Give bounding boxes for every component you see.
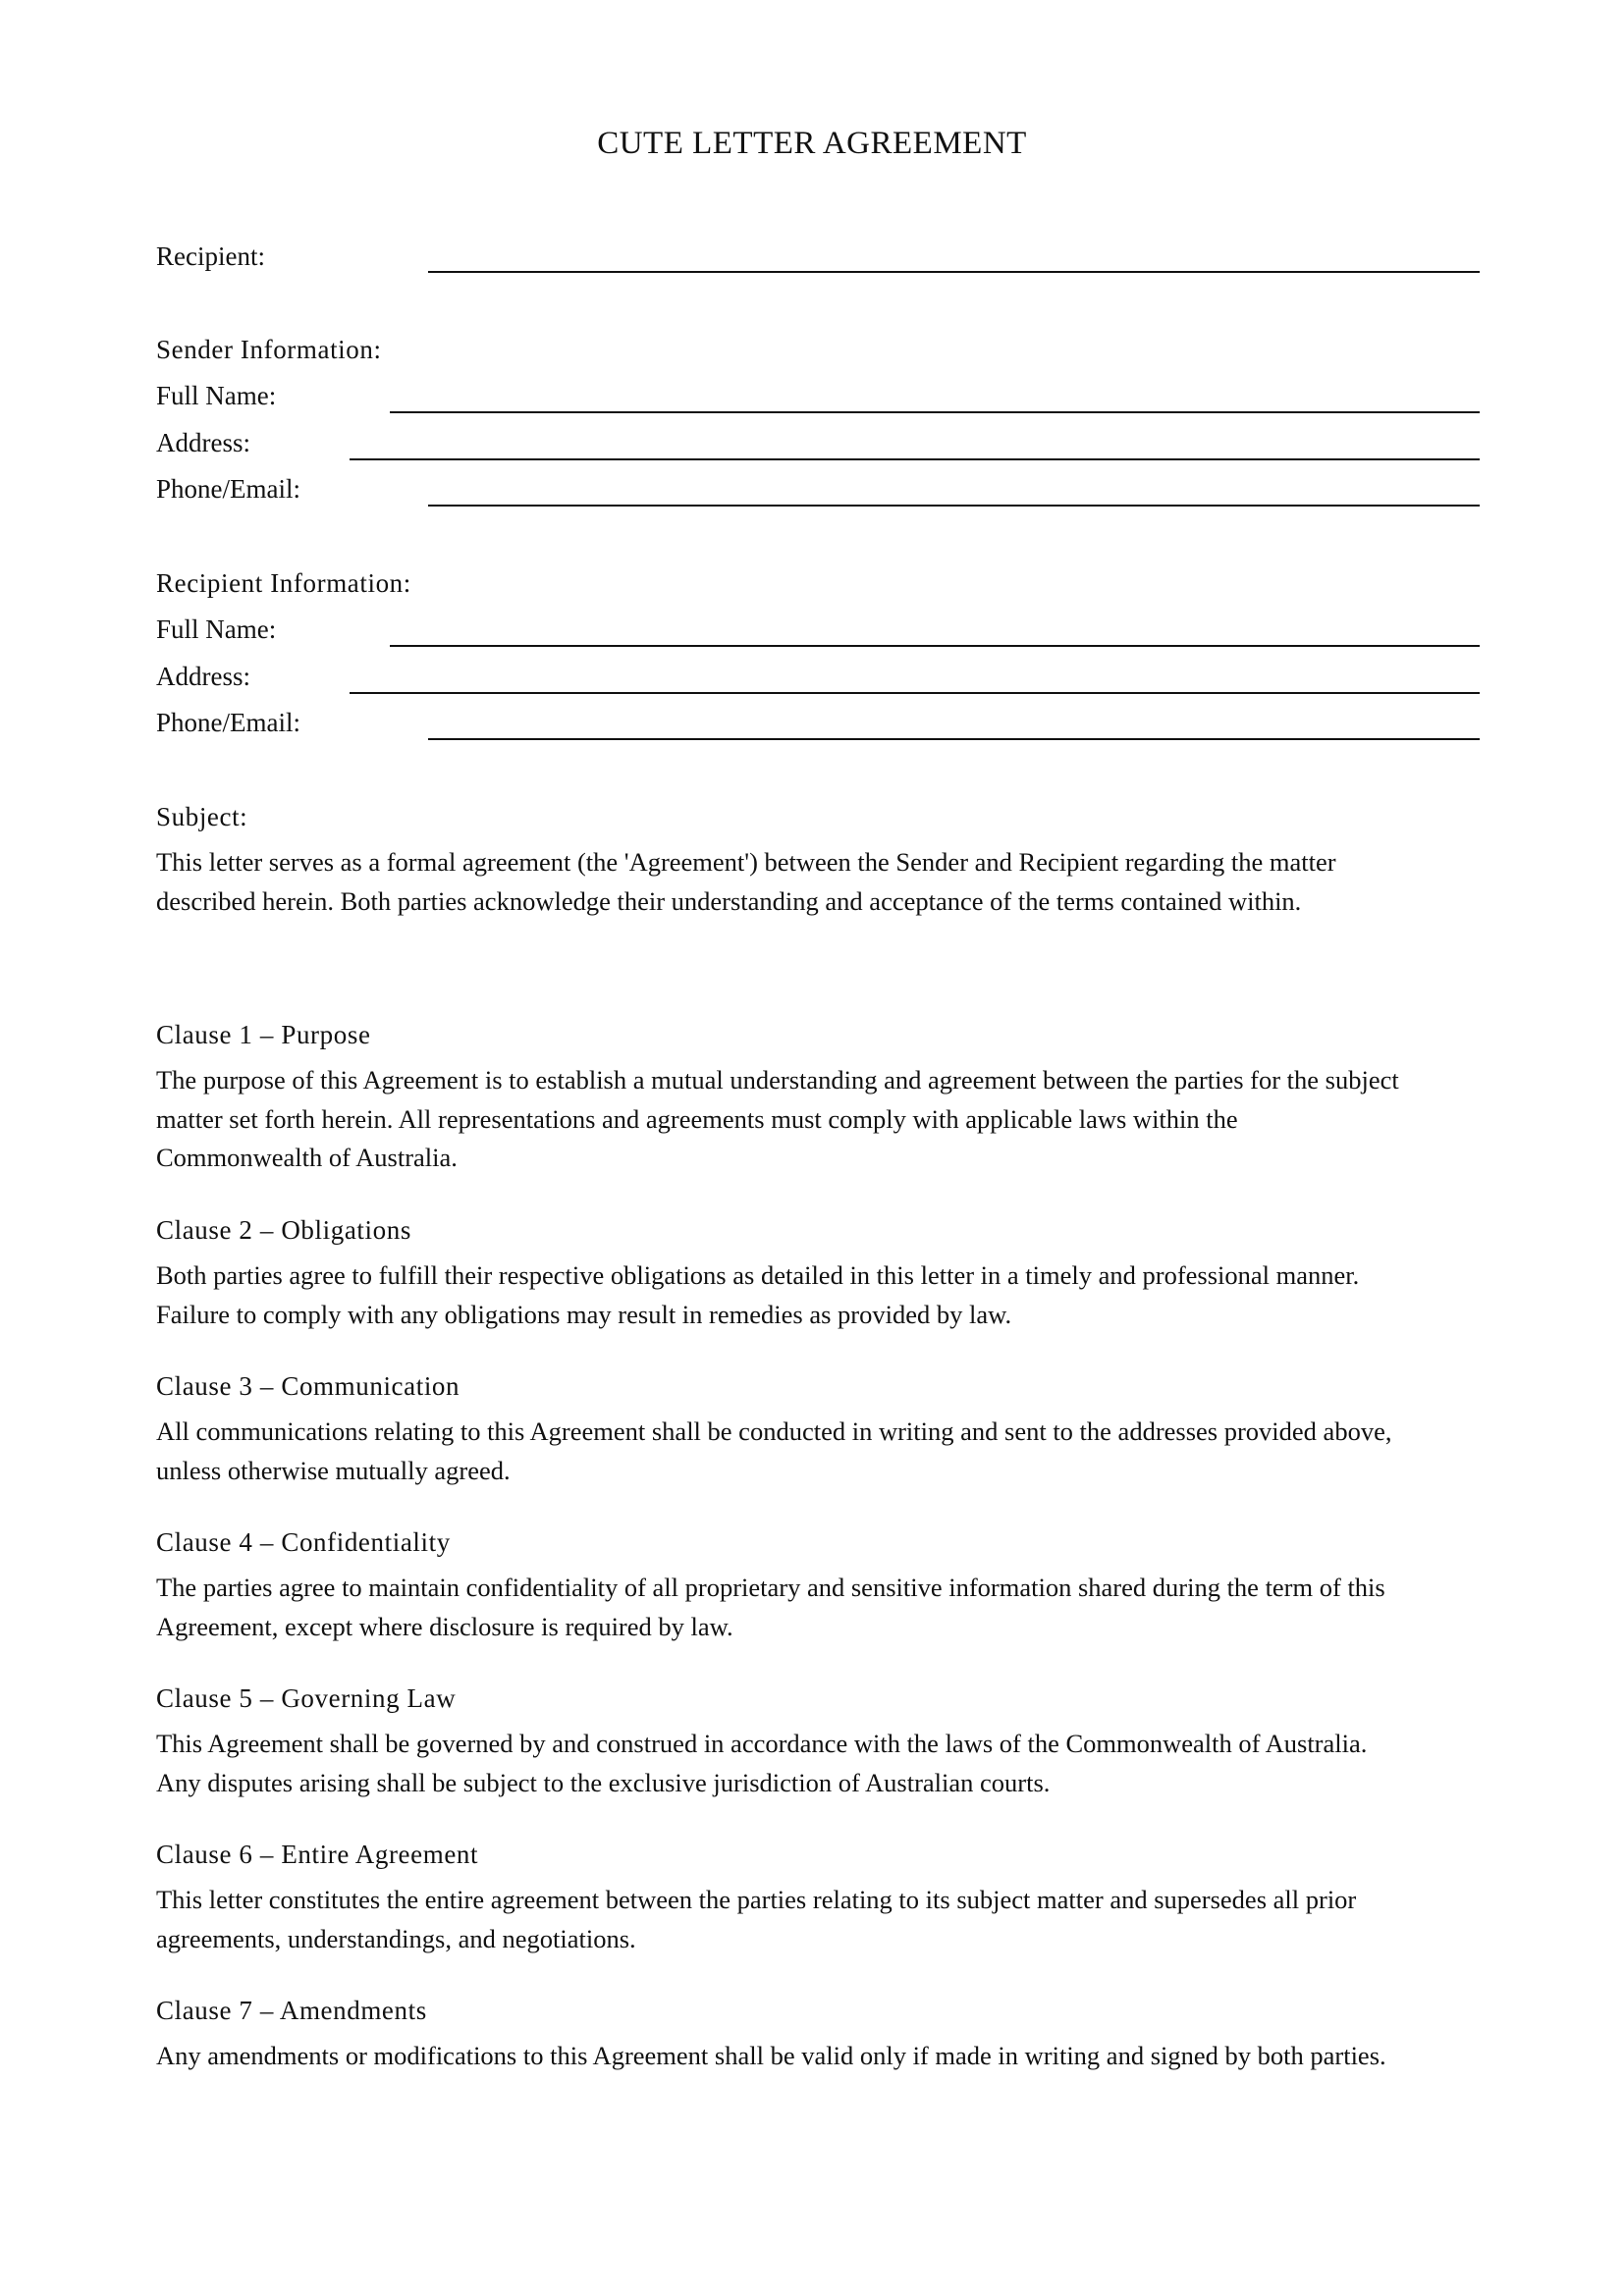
clause-line: Both parties agree to fulfill their respective obligations as detailed in this letter in a timely and professional manner. xyxy=(156,1260,1360,1290)
sender-address-field-line[interactable] xyxy=(350,458,1480,460)
recipient-address-label: Address: xyxy=(156,662,250,691)
clause-line: Any amendments or modifications to this Agreement shall be valid only if made in writing and signed by both parties. xyxy=(156,2041,1386,2070)
clause-line: Agreement, except where disclosure is required by law. xyxy=(156,1611,733,1641)
subject-line: This letter serves as a formal agreement (the 'Agreement') between the Sender and Recipient regarding the matter xyxy=(156,847,1336,877)
clause-3-heading: Clause 3 – Communication xyxy=(156,1371,460,1401)
recipient-label: Recipient: xyxy=(156,241,265,271)
sender-full-name-label: Full Name: xyxy=(156,381,277,410)
clause-4-heading: Clause 4 – Confidentiality xyxy=(156,1527,451,1557)
clause-line: unless otherwise mutually agreed. xyxy=(156,1455,511,1485)
sender-phone-email-label: Phone/Email: xyxy=(156,474,300,504)
clause-line: Any disputes arising shall be subject to the exclusive jurisdiction of Australian courts. xyxy=(156,1767,1051,1797)
subject-paragraph xyxy=(156,843,1491,921)
document-title: CUTE LETTER AGREEMENT xyxy=(597,126,1027,161)
clause-line: This letter constitutes the entire agreement between the parties relating to its subject matter and supersedes all prior xyxy=(156,1885,1357,1914)
recipient-phone-email-field-line[interactable] xyxy=(428,738,1480,740)
sender-full-name-field-line[interactable] xyxy=(390,411,1480,413)
clause-5-heading: Clause 5 – Governing Law xyxy=(156,1683,457,1713)
clause-6-heading: Clause 6 – Entire Agreement xyxy=(156,1840,479,1869)
subject-heading: Subject: xyxy=(156,802,248,831)
clause-3-paragraph xyxy=(156,1413,1491,1490)
clause-line: Commonwealth of Australia. xyxy=(156,1143,458,1172)
clause-line: All communications relating to this Agreement shall be conducted in writing and sent to the addresses provided above, xyxy=(156,1416,1392,1446)
clause-2-heading: Clause 2 – Obligations xyxy=(156,1215,411,1245)
clause-7-paragraph xyxy=(156,2037,1491,2076)
sender-phone-email-field-line[interactable] xyxy=(428,505,1480,507)
clause-line: Failure to comply with any obligations may result in remedies as provided by law. xyxy=(156,1299,1012,1329)
subject-line: described herein. Both parties acknowledge their understanding and acceptance of the terms contained within. xyxy=(156,885,1302,916)
clause-line: matter set forth herein. All representations and agreements must comply with applicable laws within the xyxy=(156,1103,1238,1134)
clause-line: The parties agree to maintain confidentiality of all proprietary and sensitive information shared during the term of this xyxy=(156,1573,1385,1602)
clause-1-heading: Clause 1 – Purpose xyxy=(156,1020,371,1049)
recipient-full-name-label: Full Name: xyxy=(156,614,277,644)
clause-6-paragraph xyxy=(156,1881,1491,1958)
recipient-full-name-field-line[interactable] xyxy=(390,645,1480,647)
clause-5-paragraph xyxy=(156,1725,1491,1802)
clause-line: This Agreement shall be governed by and construed in accordance with the laws of the Commonwealth of Australia. xyxy=(156,1729,1368,1758)
recipient-information-heading: Recipient Information: xyxy=(156,568,411,598)
clause-line: The purpose of this Agreement is to establish a mutual understanding and agreement between the parties for the subject xyxy=(156,1065,1399,1095)
recipient-field-line[interactable] xyxy=(428,271,1480,273)
clause-7-heading: Clause 7 – Amendments xyxy=(156,1996,427,2025)
clause-1-paragraph xyxy=(156,1061,1491,1178)
clause-2-paragraph xyxy=(156,1256,1491,1334)
sender-information-heading: Sender Information: xyxy=(156,335,382,364)
recipient-phone-email-label: Phone/Email: xyxy=(156,708,300,737)
recipient-address-field-line[interactable] xyxy=(350,692,1480,694)
clause-4-paragraph xyxy=(156,1569,1491,1646)
sender-address-label: Address: xyxy=(156,428,250,457)
clause-line: agreements, understandings, and negotiations. xyxy=(156,1923,636,1953)
